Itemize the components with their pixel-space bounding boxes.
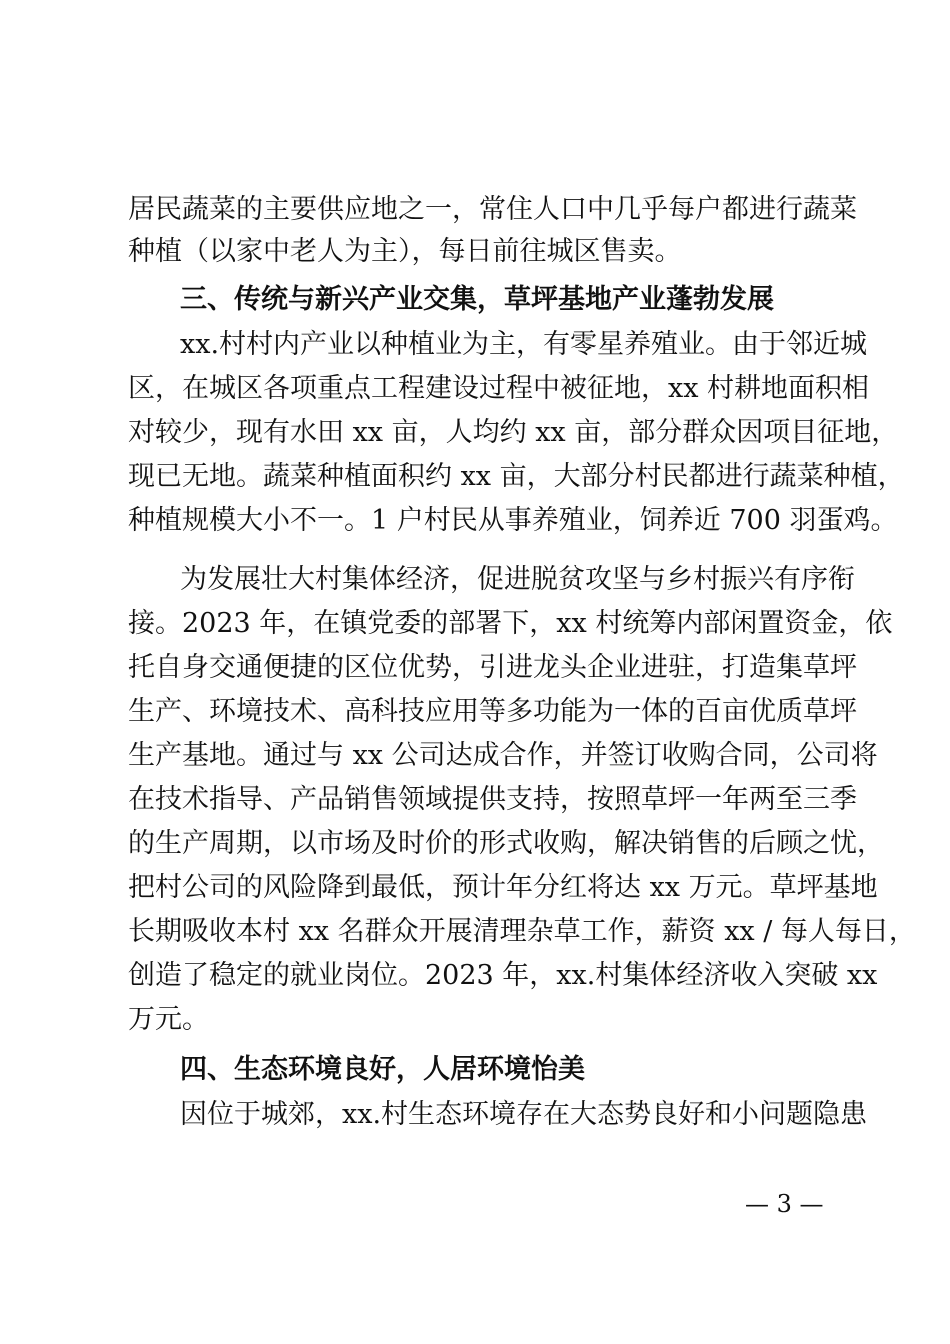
paragraph-line: 对较少，现有水田 xx 亩，人均约 xx 亩，部分群众因项目征地， [128, 417, 899, 448]
paragraph-line: 的生产周期，以市场及时价的形式收购，解决销售的后顾之忧， [128, 828, 884, 859]
paragraph-line: 因位于城郊，xx.村生态环境存在大态势良好和小问题隐患 [180, 1099, 868, 1130]
paragraph-line: 生产、环境技术、高科技应用等多功能为一体的百亩优质草坪 [128, 696, 857, 727]
paragraph-line: xx.村村内产业以种植业为主，有零星养殖业。由于邻近城 [180, 329, 868, 360]
paragraph-line: 种植规模大小不一。1 户村民从事养殖业，饲养近 700 羽蛋鸡。 [128, 505, 898, 536]
paragraph-line: 为发展壮大村集体经济，促进脱贫攻坚与乡村振兴有序衔 [180, 564, 855, 595]
section-heading: 四、生态环境良好，人居环境怡美 [180, 1054, 585, 1085]
paragraph-line: 创造了稳定的就业岗位。2023 年，xx.村集体经济收入突破 xx [128, 960, 878, 991]
paragraph-line: 现已无地。蔬菜种植面积约 xx 亩，大部分村民都进行蔬菜种植， [128, 461, 905, 492]
paragraph-line: 居民蔬菜的主要供应地之一，常住人口中几乎每户都进行蔬菜 [128, 194, 857, 225]
paragraph-line: 长期吸收本村 xx 名群众开展清理杂草工作，薪资 xx / 每人每日， [128, 916, 916, 947]
paragraph-line: 接。2023 年，在镇党委的部署下，xx 村统筹内部闲置资金，依 [128, 608, 893, 639]
paragraph-line: 在技术指导、产品销售领域提供支持，按照草坪一年两至三季 [128, 784, 857, 815]
paragraph-line: 把村公司的风险降到最低，预计年分红将达 xx 万元。草坪基地 [128, 872, 878, 903]
paragraph-line: 生产基地。通过与 xx 公司达成合作，并签订收购合同，公司将 [128, 740, 878, 771]
section-heading: 三、传统与新兴产业交集，草坪基地产业蓬勃发展 [180, 284, 774, 315]
paragraph-line: 区，在城区各项重点工程建设过程中被征地，xx 村耕地面积相 [128, 373, 870, 404]
page-number: — 3 — [745, 1190, 824, 1218]
paragraph-line: 托自身交通便捷的区位优势，引进龙头企业进驻，打造集草坪 [128, 652, 857, 683]
paragraph-line: 万元。 [128, 1004, 209, 1035]
paragraph-line: 种植（以家中老人为主），每日前往城区售卖。 [128, 236, 682, 267]
